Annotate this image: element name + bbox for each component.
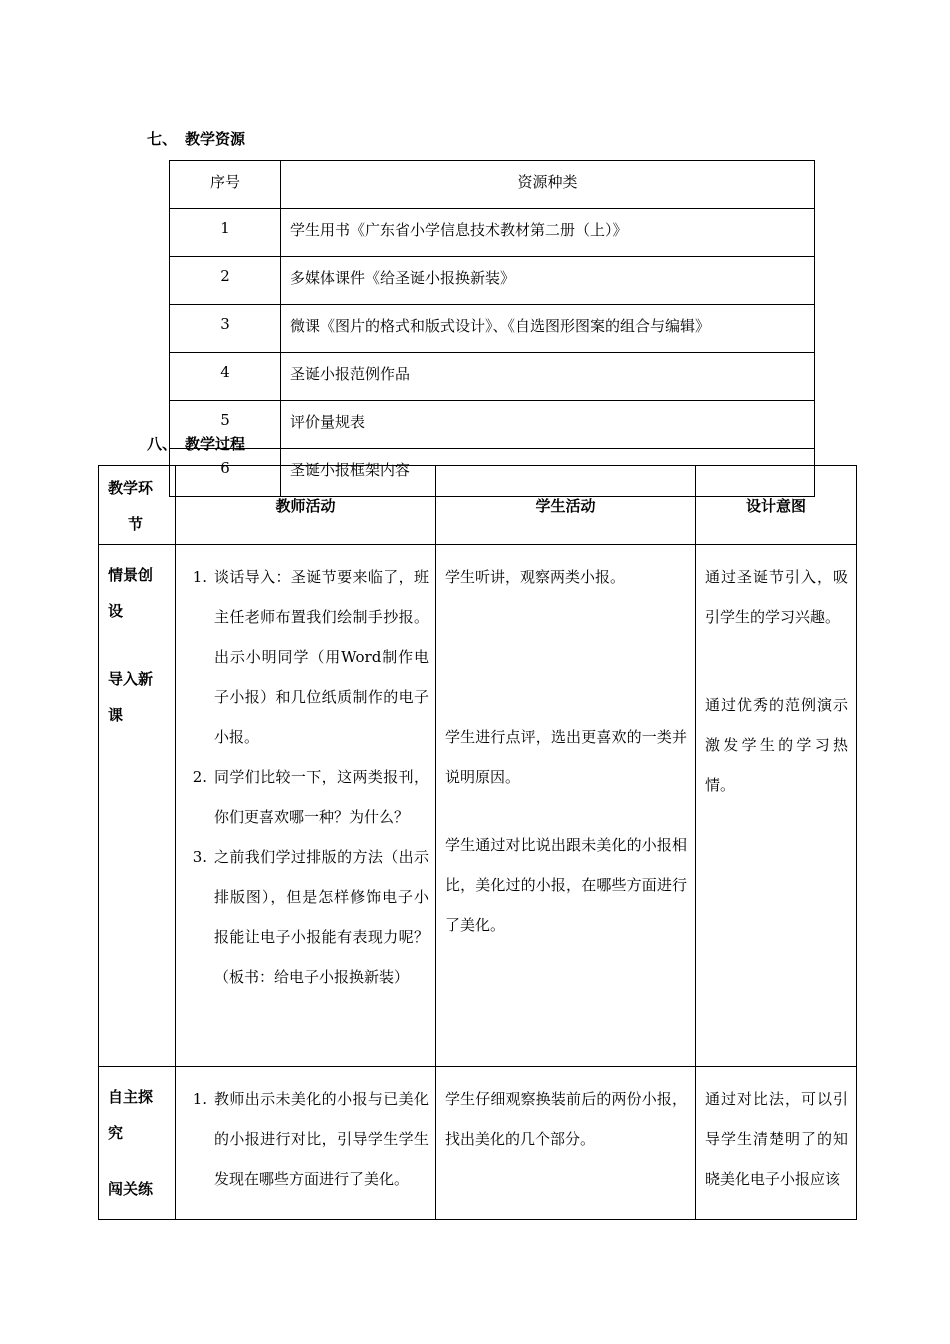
- table-row: [170, 209, 815, 257]
- header-cell-stage: [99, 466, 176, 545]
- student-text: 学生仔细观察换装前后的两份小报，找出美化的几个部分。: [445, 1090, 687, 1148]
- intent-text: 通过圣诞节引入，吸引学生的学习兴趣。: [705, 568, 848, 626]
- student-text: 学生通过对比说出跟未美化的小报相比，美化过的小报，在哪些方面进行了美化。: [445, 836, 687, 934]
- section-title: 教学资源: [185, 130, 246, 148]
- table-row: [99, 545, 857, 1067]
- table-row: [170, 353, 815, 401]
- item-number: 3.: [192, 848, 207, 866]
- student-text: 学生进行点评，选出更喜欢的一类并说明原因。: [445, 728, 687, 786]
- stage-line: 情景创: [108, 566, 154, 584]
- row-number: 2: [170, 257, 281, 305]
- header-stage-line: 节: [128, 515, 144, 533]
- intent-text: 通过优秀的范例演示激发学生的学习热情。: [705, 696, 848, 794]
- stage-line: 闯关练: [108, 1180, 154, 1198]
- teacher-activity-cell: [176, 1067, 436, 1220]
- section-heading-process: [147, 433, 245, 454]
- list-item: [176, 837, 429, 997]
- header-cell-teacher: 教师活动: [176, 466, 436, 545]
- list-item: [176, 557, 429, 757]
- table-row: [170, 257, 815, 305]
- section-number: 八、: [147, 435, 178, 453]
- row-item: 圣诞小报框架内容: [281, 449, 815, 497]
- stage-line: 究: [108, 1124, 124, 1142]
- item-text: 同学们比较一下，这两类报刊，你们更喜欢哪一种？为什么？: [214, 768, 429, 826]
- stage-line: 导入新: [108, 670, 154, 688]
- stage-line: 自主探: [108, 1088, 154, 1106]
- student-activity-cell: [436, 545, 696, 1067]
- student-text: 学生听讲，观察两类小报。: [445, 568, 626, 586]
- stage-cell: [99, 545, 176, 1067]
- table-row: [170, 401, 815, 449]
- section-heading-resources: [147, 128, 245, 149]
- table-header-row: [99, 466, 857, 545]
- resources-table: [169, 160, 815, 497]
- item-text: 之前我们学过排版的方法（出示排版图），但是怎样修饰电子小报能让电子小报能有表现力呢？（板书：给电子小报换新装）: [214, 848, 429, 986]
- row-number: 1: [170, 209, 281, 257]
- section-number: 七、: [147, 130, 178, 148]
- row-item: 多媒体课件《给圣诞小报换新装》: [281, 257, 815, 305]
- table-header-row: [170, 161, 815, 209]
- section-title: 教学过程: [185, 435, 246, 453]
- stage-line: 课: [108, 706, 124, 724]
- table-row: [99, 1067, 857, 1220]
- row-item: 评价量规表: [281, 401, 815, 449]
- stage-cell: [99, 1067, 176, 1220]
- student-activity-cell: [436, 1067, 696, 1220]
- header-cell-intent: 设计意图: [696, 466, 857, 545]
- list-item: [176, 1079, 429, 1199]
- item-number: 2.: [192, 768, 207, 786]
- row-item: 圣诞小报范例作品: [281, 353, 815, 401]
- stage-line: 设: [108, 602, 124, 620]
- header-cell-type: 资源种类: [281, 161, 815, 209]
- item-number: 1.: [192, 1090, 207, 1108]
- row-item: 学生用书《广东省小学信息技术教材第二册（上）》: [281, 209, 815, 257]
- teacher-activity-cell: [176, 545, 436, 1067]
- list-item: [176, 757, 429, 837]
- item-text: 谈话导入：圣诞节要来临了，班主任老师布置我们绘制手抄报。出示小明同学（用Word制作电子小报）和几位纸质制作的电子小报。: [214, 568, 429, 746]
- row-number: 6: [170, 449, 281, 497]
- item-text: 教师出示未美化的小报与已美化的小报进行对比，引导学生学生发现在哪些方面进行了美化。: [214, 1090, 429, 1188]
- header-cell-student: 学生活动: [436, 466, 696, 545]
- row-number: 5: [170, 401, 281, 449]
- intent-text: 通过对比法，可以引导学生清楚明了的知晓美化电子小报应该: [705, 1090, 848, 1188]
- design-intent-cell: [696, 1067, 857, 1220]
- row-number: 4: [170, 353, 281, 401]
- row-number: 3: [170, 305, 281, 353]
- table-row: [170, 305, 815, 353]
- design-intent-cell: [696, 545, 857, 1067]
- process-table: [98, 465, 857, 1220]
- header-stage-line: 教学环: [108, 479, 154, 497]
- row-item: 微课《图片的格式和版式设计》、《自选图形图案的组合与编辑》: [281, 305, 815, 353]
- item-number: 1.: [192, 568, 207, 586]
- header-cell-number: 序号: [170, 161, 281, 209]
